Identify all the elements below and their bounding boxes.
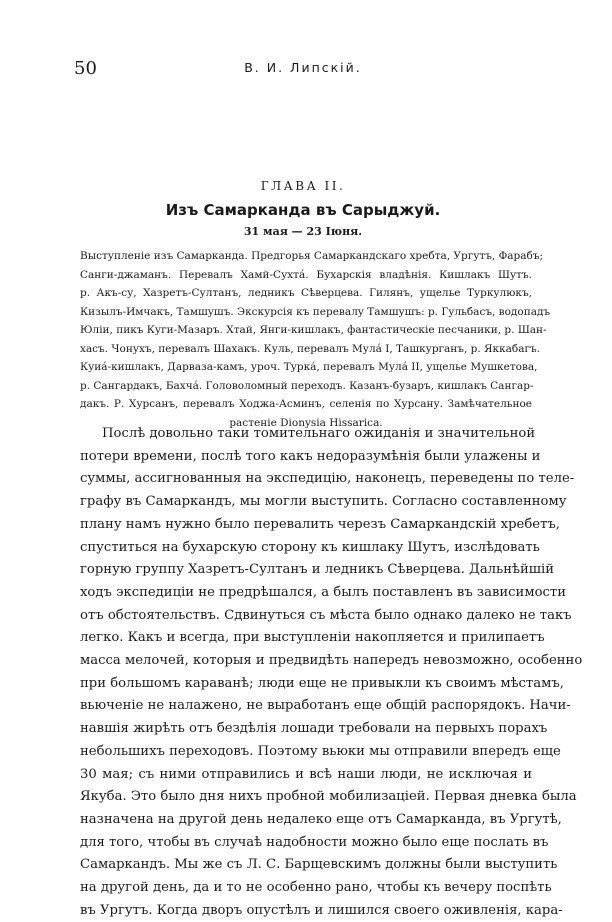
body-line: Послѣ довольно таки томительнаго ожиданія и значительной bbox=[102, 426, 536, 441]
body-line: горную группу Хазретъ-Султанъ и ледникъ Сѣверцева. Дальнѣйшій bbox=[80, 562, 555, 578]
chapter-summary bbox=[80, 247, 551, 432]
body-paragraph bbox=[80, 423, 583, 922]
body-line: спуститься на бухарскую сторону къ кишлаку Шутъ, изслѣдовать bbox=[80, 539, 540, 555]
summary-line: дакъ. Р. Хурсанъ, перевалъ Ходжа-Асминъ, селенія по Хурсану. Замѣчательное bbox=[80, 398, 532, 410]
body-line: назначена на другой день недалеко еще отъ Самарканда, въ Ургутѣ, bbox=[80, 811, 562, 827]
summary-line: Санги-джаманъ. Перевалъ Хамй-Сухтá. Бухарскія владѣнія. Кишлакъ Шутъ. bbox=[80, 268, 532, 281]
body-line: при большомъ караванѣ; люди еще не привыкли къ своимъ мѣстамъ, bbox=[80, 675, 564, 691]
body-line: на другой день, да и то не особенно рано, чтобы къ вечеру поспѣть bbox=[80, 880, 552, 896]
summary-line: хасъ. Чонухъ, перевалъ Шахакъ. Куль, перевалъ Мулá I, Ташкурганъ, р. Яккабагъ. bbox=[80, 342, 541, 355]
chapter-dates: 31 мая — 23 Іюня. bbox=[243, 225, 363, 238]
body-line: отъ обстоятельствъ. Сдвинуться съ мѣста было однако далеко не такъ bbox=[80, 607, 572, 623]
body-line: ходъ экспедиціи не предрѣшался, а былъ поставленъ въ зависимости bbox=[80, 584, 567, 600]
page-header bbox=[74, 58, 532, 84]
body-line: для того, чтобы въ случаѣ надобности можно было еще послать въ bbox=[80, 834, 549, 850]
page-number: 50 bbox=[74, 58, 97, 79]
summary-line: Куиá-кишлакъ, Дарваза-камъ, уроч. Туркá, перевалъ Мулá II, ущелье Мушкетова, bbox=[80, 361, 538, 373]
body-line: вьюченіе не налажено, не выработанъ еще общій распорядокъ. Начи- bbox=[80, 698, 571, 714]
body-line: суммы, ассигнованныя на экспедицію, наконецъ, переведены по теле- bbox=[80, 471, 575, 487]
summary-line: Выступленіе изъ Самарканда. Предгорья Самаркандскаго хребта, Ургутъ, Фарабъ; bbox=[80, 250, 544, 262]
body-line: Якуба. Это было дня нихъ пробной мобилизаціей. Первая дневка была bbox=[80, 789, 577, 805]
body-line: масса мелочей, которыя и предвидѣть напередъ невозможно, особенно bbox=[80, 653, 583, 669]
body-line: въ Ургутъ. Когда дворъ опустѣлъ и лишился своего оживленія, кара- bbox=[80, 902, 563, 918]
summary-line: растеніе Dionysia Hissarica. bbox=[229, 416, 383, 429]
summary-line: Юліи, пикъ Куги-Мазаръ. Хтай, Янги-кишлакъ, фантастическіе песчаники, р. Шан- bbox=[80, 324, 547, 336]
summary-line: р. Сангардакъ, Бахчá. Головоломный переходъ. Казанъ-бузаръ, кишлакъ Сангар- bbox=[80, 379, 534, 392]
body-line: навшія жирѣть отъ бездѣлія лошади требовали на первыхъ порахъ bbox=[80, 721, 548, 737]
chapter-label: ГЛАВА II. bbox=[260, 179, 346, 193]
body-line: потери времени, послѣ того какъ недоразумѣнія были улажены и bbox=[80, 448, 541, 464]
body-line: небольшихъ переходовъ. Поэтому вьюки мы отправили впередъ еще bbox=[80, 743, 561, 759]
body-line: легко. Какъ и всегда, при выступленіи накопляется и прилипаетъ bbox=[80, 630, 545, 646]
body-line: 30 мая; съ ними отправились и всѣ наши люди, не исключая и bbox=[80, 766, 532, 782]
chapter-heading bbox=[74, 176, 532, 241]
body-line: плану намъ нужно было перевалить черезъ Самаркандскій хребетъ, bbox=[80, 516, 560, 532]
summary-line: р. Акъ-су, Хазретъ-Султанъ, ледникъ Сѣверцева. Гилянъ, ущелье Туркулюкъ, bbox=[80, 287, 532, 299]
body-line: графу въ Самаркандъ, мы могли выступить. Согласно составленному bbox=[80, 494, 567, 510]
chapter-title: Изъ Самарканда въ Сарыджуй. bbox=[165, 201, 441, 219]
summary-line: Кизылъ-Имчакъ, Тамшушъ. Экскурсія къ перевалу Тамшушъ: р. Гульбасъ, водопадъ bbox=[80, 305, 551, 318]
body-line: Самаркандъ. Мы же съ Л. С. Барщевскимъ должны были выступить bbox=[80, 857, 558, 873]
running-head: В. И. Липскій. bbox=[244, 60, 362, 75]
